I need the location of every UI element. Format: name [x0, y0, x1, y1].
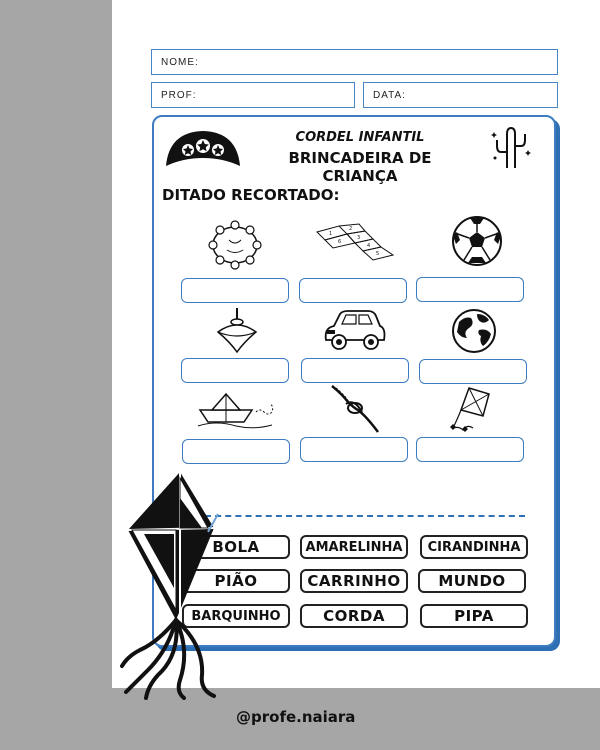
- hopscotch-number: 1: [329, 231, 333, 237]
- children-circle-icon: [205, 218, 265, 272]
- cut-line: [205, 515, 525, 517]
- word-card[interactable]: MUNDO: [418, 569, 526, 593]
- answer-box[interactable]: [300, 437, 408, 462]
- hopscotch-number: 4: [367, 243, 371, 249]
- title-line2: BRINCADEIRA DE CRIANÇA: [288, 149, 432, 185]
- credit-handle: @profe.naiara: [236, 708, 356, 726]
- hopscotch-number: 6: [338, 239, 342, 245]
- title-line1: CORDEL INFANTIL: [295, 130, 425, 145]
- date-field[interactable]: [363, 82, 558, 108]
- section-title: DITADO RECORTADO:: [162, 186, 340, 204]
- kite-icon: [447, 384, 497, 434]
- spinning-top-icon: [214, 306, 260, 354]
- answer-box[interactable]: [301, 358, 409, 383]
- word-card[interactable]: PIÃO: [182, 569, 290, 593]
- globe-icon: [451, 308, 497, 354]
- word-card[interactable]: BOLA: [182, 535, 290, 559]
- name-field[interactable]: [151, 49, 558, 75]
- hopscotch-icon: [313, 222, 397, 266]
- word-card[interactable]: CARRINHO: [300, 569, 408, 593]
- answer-box[interactable]: [419, 359, 527, 384]
- word-card[interactable]: BARQUINHO: [182, 604, 290, 628]
- paper-boat-icon: [196, 390, 280, 430]
- word-card[interactable]: CIRANDINHA: [420, 535, 528, 559]
- answer-box[interactable]: [181, 358, 289, 383]
- cactus-icon: [490, 124, 532, 170]
- date-label: DATA:: [373, 89, 406, 101]
- answer-box[interactable]: [416, 277, 524, 302]
- word-card[interactable]: CORDA: [300, 604, 408, 628]
- soccer-ball-icon: [450, 214, 504, 268]
- knotted-rope-icon: [328, 384, 382, 434]
- name-label: NOME:: [161, 56, 199, 68]
- hopscotch-number: 5: [376, 251, 380, 257]
- answer-box[interactable]: [181, 278, 289, 303]
- answer-box[interactable]: [182, 439, 290, 464]
- toy-car-icon: [322, 308, 388, 354]
- hopscotch-number: 3: [357, 235, 361, 241]
- answer-box[interactable]: [416, 437, 524, 462]
- answer-box[interactable]: [299, 278, 407, 303]
- word-card[interactable]: PIPA: [420, 604, 528, 628]
- hopscotch-number: 2: [349, 226, 353, 232]
- decorative-kite-icon: [118, 470, 228, 700]
- prof-field[interactable]: [151, 82, 355, 108]
- prof-label: PROF:: [161, 89, 197, 101]
- cangaceiro-hat-icon: [163, 128, 243, 170]
- word-card[interactable]: AMARELINHA: [300, 535, 408, 559]
